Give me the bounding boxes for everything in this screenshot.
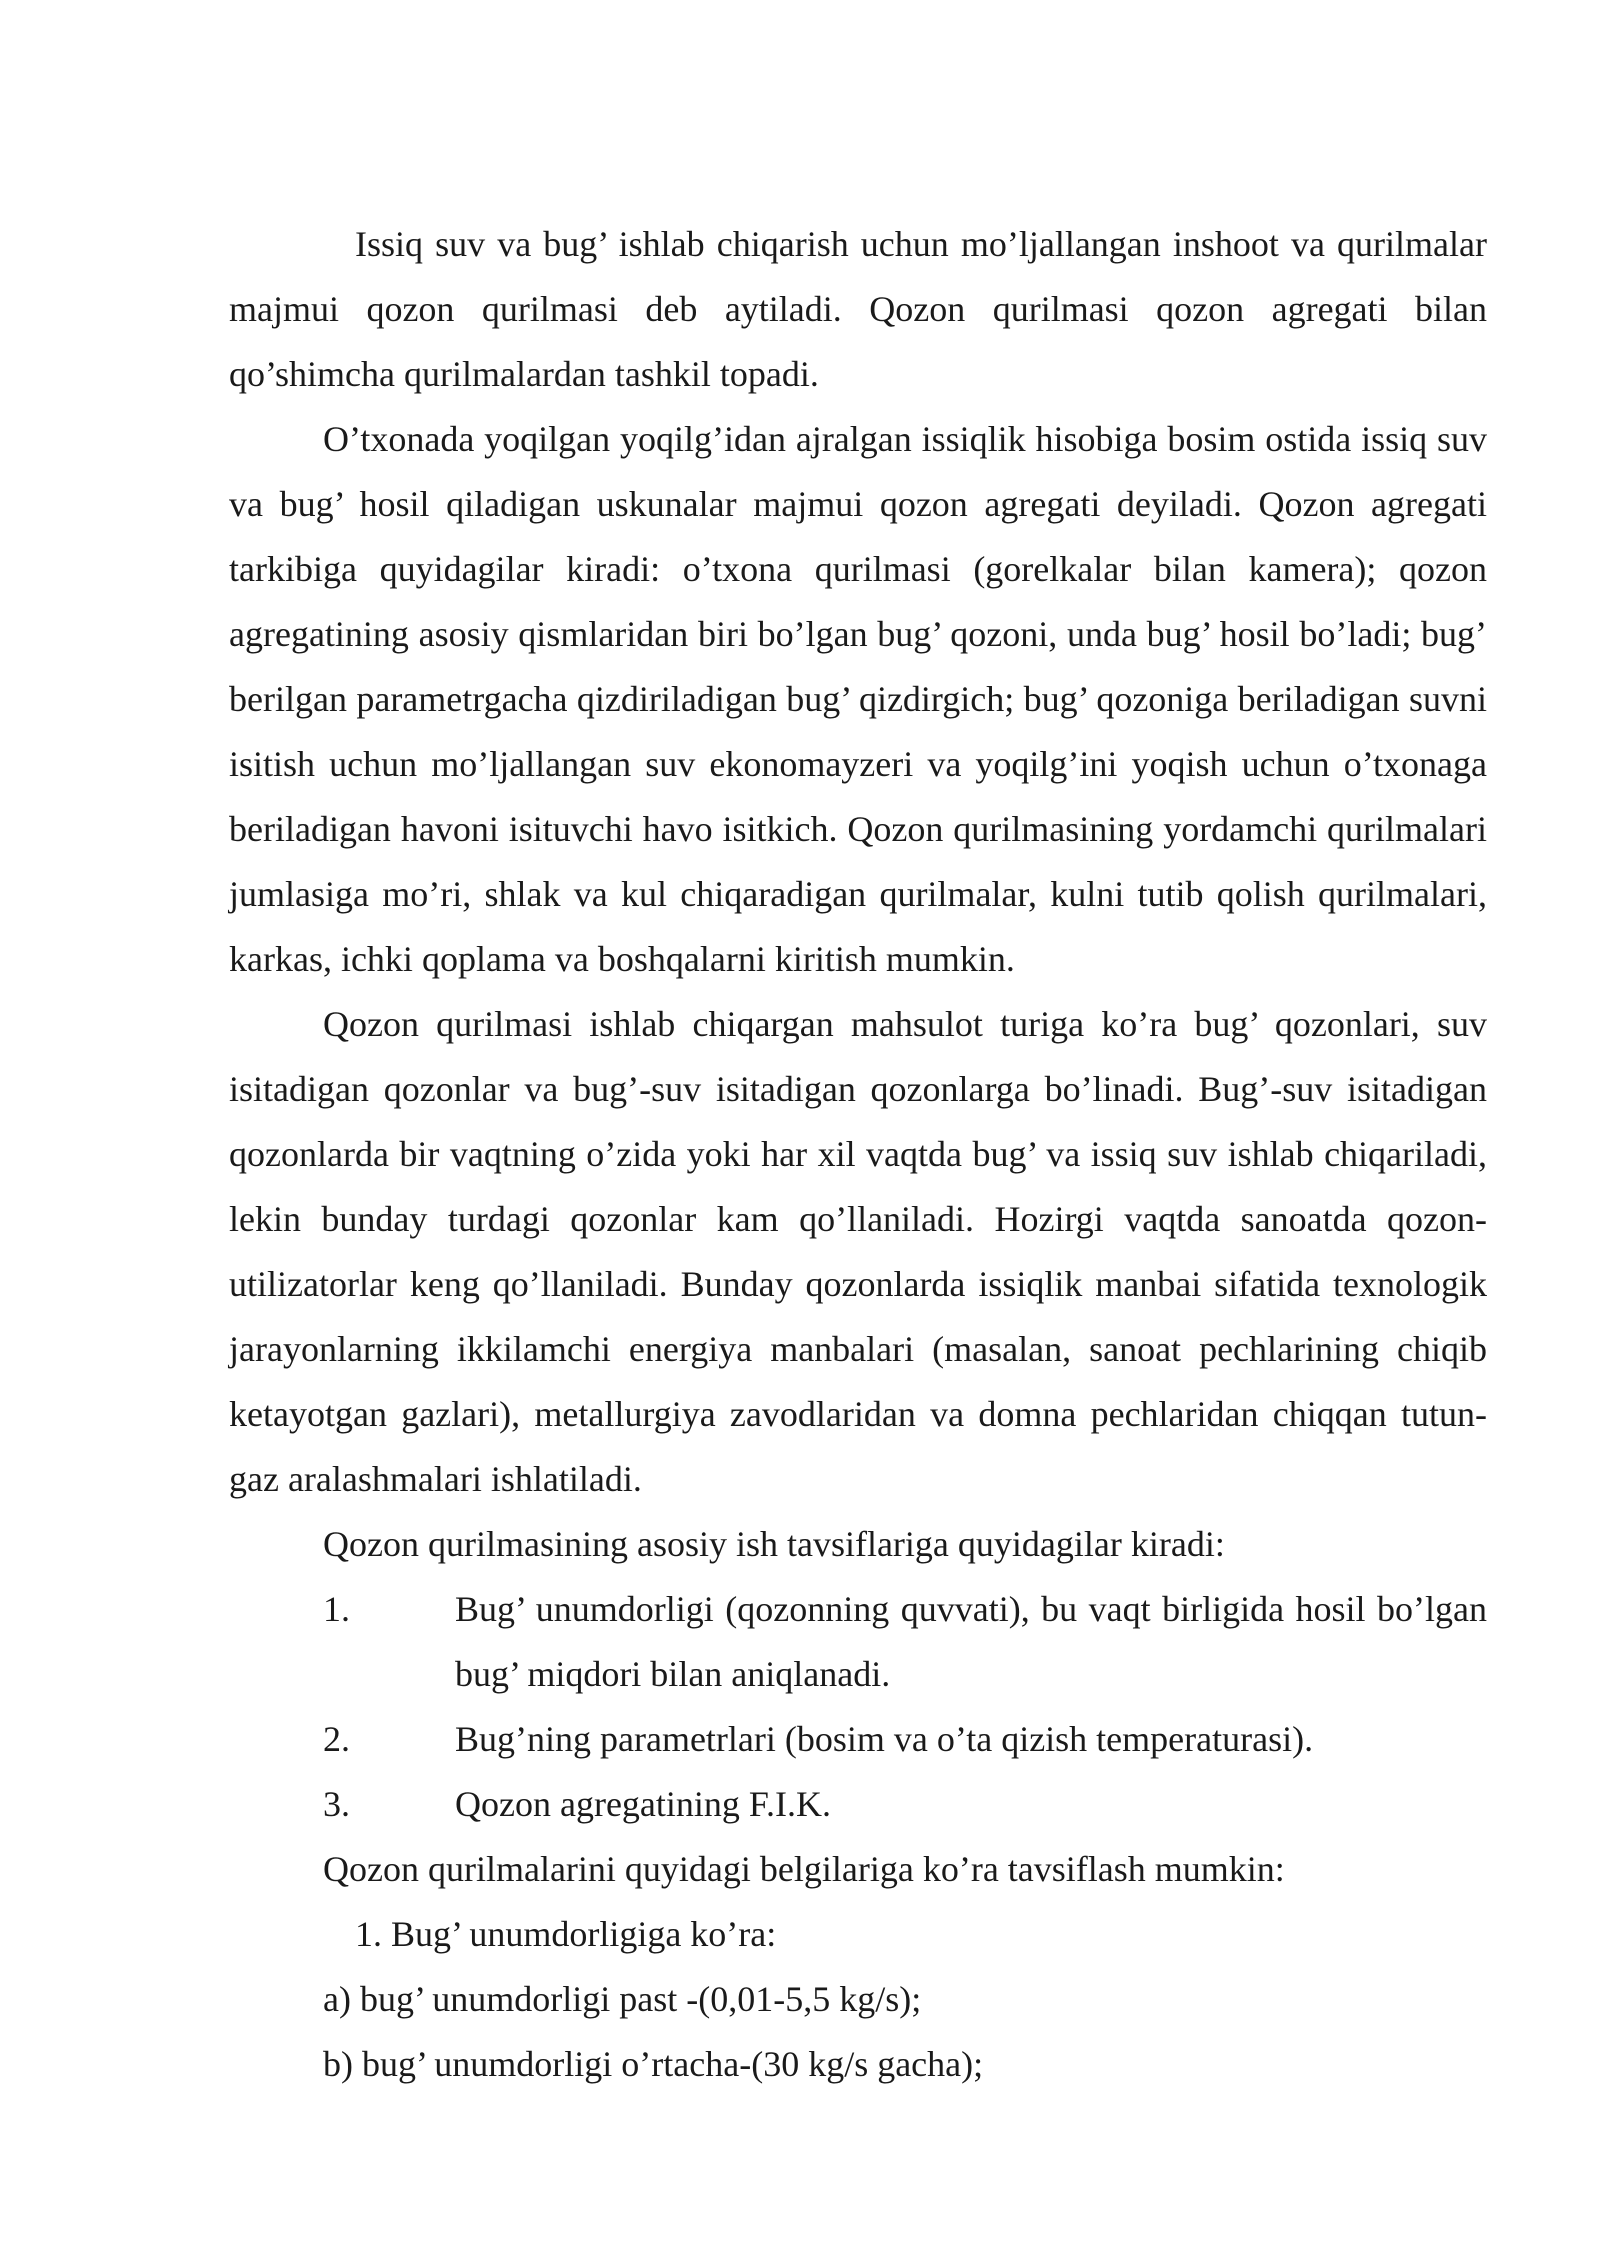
classification-heading: 1. Bug’ unumdorligiga ko’ra: [355,1914,777,1954]
list-item-number: 3. [323,1784,350,1824]
list-intro: Qozon qurilmasining asosiy ish tavsiflariga quyidagilar kiradi: [323,1524,1225,1564]
paragraph-2: O’txonada yoqilgan yoqilg’idan ajralgan issiqlik hisobiga bosim ostida issiq suv va bug’ hosil qiladigan uskunalar majmui qozon agregati deyiladi. Qozon agregati tarkibiga quyidagilar kiradi: o’txona qurilmasi (gorelkalar bilan kamera); qozon agregatining asosiy qismlaridan biri bo’lgan bug’ qozoni, unda bug’ hosil bo’ladi; bug’ berilgan parametrgacha qizdiriladigan bug’ qizdirgich; bug’ qozoniga beriladigan suvni isitish uchun mo’ljallangan suv ekonomayzeri va yoqilg’ini yoqish uchun o’txonaga beriladigan havoni isituvchi havo isitkich. Qozon qurilmasining yordamchi qurilmalari jumlasiga mo’ri, shlak va kul chiqaradigan qurilmalar, kulni tutib qolish qurilmalari, karkas, ichki qoplama va boshqalarni kiritish mumkin. [229,419,1487,979]
classification-intro: Qozon qurilmalarini quyidagi belgilariga ko’ra tavsiflash mumkin: [323,1849,1285,1889]
list-item-text: Bug’ning parametrlari (bosim va o’ta qizish temperaturasi). [455,1719,1314,1759]
list-item [229,1577,1487,1707]
list-item [229,1772,1487,1837]
list-item-text: Qozon agregatining F.I.K. [455,1784,832,1824]
list-item-number: 1. [323,1589,350,1629]
document-page [229,212,1487,2097]
list-item-text: Bug’ unumdorligi (qozonning quvvati), bu vaqt birligida hosil bo’lgan bug’ miqdori bilan aniqlanadi. [455,1589,1487,1694]
classification-item-b: b) bug’ unumdorligi o’rtacha-(30 kg/s gacha); [323,2044,984,2084]
list-item-number: 2. [323,1719,350,1759]
paragraph-3: Qozon qurilmasi ishlab chiqargan mahsulot turiga ko’ra bug’ qozonlari, suv isitadigan qozonlar va bug’-suv isitadigan qozonlarga bo’linadi. Bug’-suv isitadigan qozonlarda bir vaqtning o’zida yoki har xil vaqtda bug’ va issiq suv ishlab chiqariladi, lekin bunday turdagi qozonlar kam qo’llaniladi. Hozirgi vaqtda sanoatda qozon-utilizatorlar keng qo’llaniladi. Bunday qozonlarda issiqlik manbai sifatida texnologik jarayonlarning ikkilamchi energiya manbalari (masalan, sanoat pechlarining chiqib ketayotgan gazlari), metallurgiya zavodlaridan va domna pechlaridan chiqqan tutun-gaz aralashmalari ishlatiladi. [229,1004,1487,1499]
list-item [229,1707,1487,1772]
paragraph-1: Issiq suv va bug’ ishlab chiqarish uchun mo’ljallangan inshoot va qurilmalar majmui qozon qurilmasi deb aytiladi. Qozon qurilmasi qozon agregati bilan qo’shimcha qurilmalardan tashkil topadi. [229,224,1487,394]
classification-item-a: a) bug’ unumdorligi past -(0,01-5,5 kg/s); [323,1979,922,2019]
